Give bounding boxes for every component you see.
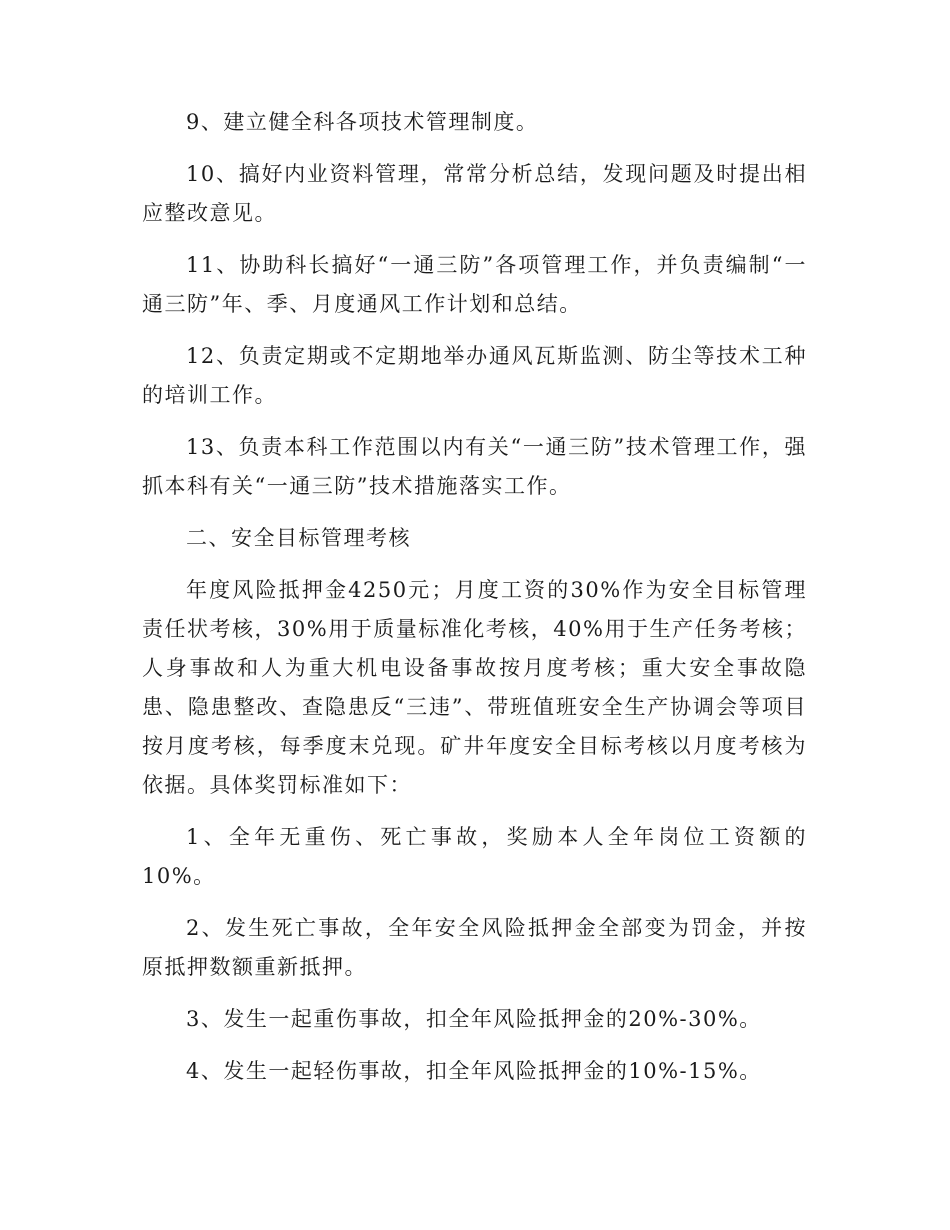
assessment-description: 年度风险抵押金4250元；月度工资的30%作为安全目标管理责任状考核，30%用于质量标准化考核，40%用于生产任务考核；人身事故和人为重大机电设备事故按月度考核；重大安全事故隐患、隐患整改、查隐患反“三违”、带班值班安全生产协调会等项目按月度考核，每季度末兑现。矿井年度安全目标考核以月度考核为依据。具体奖罚标准如下：	[142, 578, 807, 797]
paragraph-item-13: 13、负责本科工作范围以内有关“一通三防”技术管理工作，强抓本科有关“一通三防”技术措施落实工作。	[142, 435, 807, 498]
penalty-rule-4: 4、发生一起轻伤事故，扣全年风险抵押金的10%-15%。	[186, 1059, 762, 1083]
paragraph-item-9: 9、建立健全科各项技术管理制度。	[186, 110, 539, 134]
paragraph-item-12: 12、负责定期或不定期地举办通风瓦斯监测、防尘等技术工种的培训工作。	[142, 344, 807, 407]
section-heading: 二、安全目标管理考核	[186, 526, 411, 550]
penalty-rule-2: 2、发生死亡事故，全年安全风险抵押金全部变为罚金，并按原抵押数额重新抵押。	[142, 916, 807, 979]
paragraph-item-11: 11、协助科长搞好“一通三防”各项管理工作，并负责编制“一通三防”年、季、月度通风工作计划和总结。	[142, 253, 807, 316]
document-body	[142, 103, 807, 1104]
reward-rule-1: 1、全年无重伤、死亡事故，奖励本人全年岗位工资额的10%。	[142, 825, 807, 888]
paragraph-item-10: 10、搞好内业资料管理，常常分析总结，发现问题及时提出相应整改意见。	[142, 162, 807, 225]
penalty-rule-3: 3、发生一起重伤事故，扣全年风险抵押金的20%-30%。	[186, 1007, 762, 1031]
